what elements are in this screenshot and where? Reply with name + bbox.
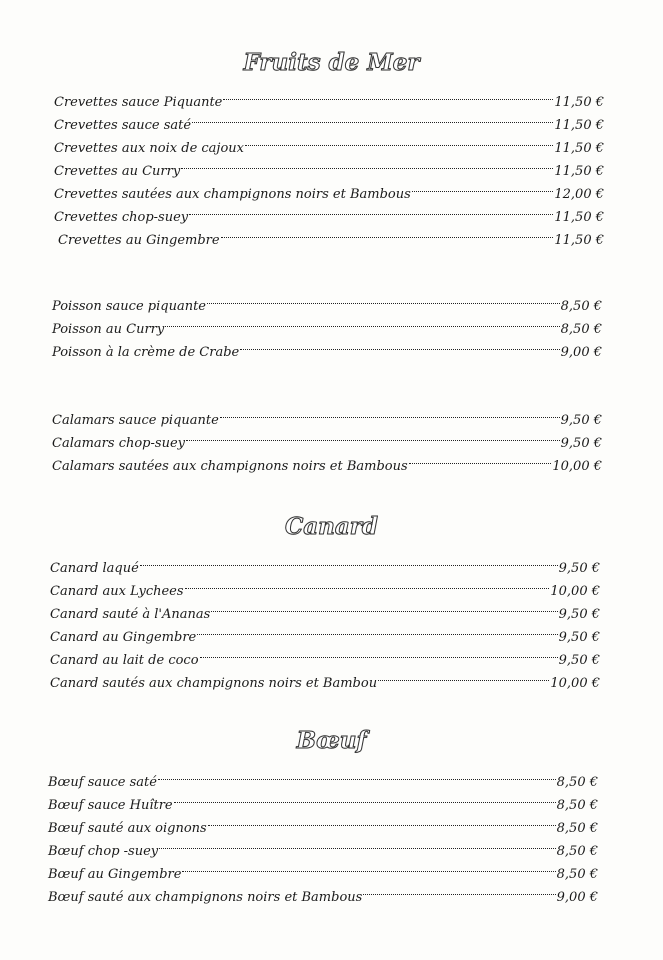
- item-name: Crevettes au Gingembre: [58, 233, 220, 248]
- item-price: 8,50 €: [556, 867, 598, 882]
- item-name: Poisson à la crème de Crabe: [52, 345, 240, 360]
- item-name: Crevettes au Curry: [54, 164, 181, 179]
- item-price: 9,00 €: [556, 890, 598, 905]
- item-price: 11,50 €: [554, 233, 604, 248]
- dot-leader: [192, 99, 553, 123]
- group-poisson: [52, 286, 602, 360]
- item-name: Bœuf sauté aux champignons noirs et Bambous: [48, 890, 363, 905]
- dot-leader: [220, 394, 560, 418]
- item-price: 8,50 €: [556, 844, 598, 859]
- item-name: Crevettes sautées aux champignons noirs et Bambous: [54, 187, 411, 202]
- item-name: Calamars chop-suey: [52, 436, 185, 451]
- item-price: 8,50 €: [560, 299, 602, 314]
- dot-leader: [240, 326, 559, 350]
- item-price: 9,00 €: [560, 345, 602, 360]
- group-canard: [50, 548, 600, 691]
- dot-leader: [363, 871, 555, 895]
- dot-leader: [197, 611, 557, 635]
- item-price: 12,00 €: [554, 187, 604, 202]
- item-price: 11,50 €: [554, 164, 604, 179]
- item-name: Bœuf sauté aux oignons: [48, 821, 207, 836]
- item-name: Calamars sautées aux champignons noirs et Bambous: [52, 459, 408, 474]
- item-price: 10,00 €: [550, 676, 600, 691]
- item-price: 11,50 €: [554, 210, 604, 225]
- dot-leader: [165, 303, 559, 327]
- dot-leader: [223, 76, 553, 100]
- section-title: Canard: [284, 513, 379, 540]
- dot-leader: [140, 542, 558, 566]
- item-price: 9,50 €: [560, 413, 602, 428]
- item-price: 8,50 €: [560, 322, 602, 337]
- item-price: 11,50 €: [554, 141, 604, 156]
- item-name: Poisson sauce piquante: [52, 299, 206, 314]
- dot-leader: [208, 802, 556, 826]
- dot-leader: [409, 440, 552, 464]
- item-name: Canard laqué: [50, 561, 139, 576]
- item-name: Crevettes sauce saté: [54, 118, 192, 133]
- item-name: Poisson au Curry: [52, 322, 165, 337]
- item-name: Canard aux Lychees: [50, 584, 184, 599]
- item-price: 8,50 €: [556, 821, 598, 836]
- section-title: Bœuf: [296, 727, 367, 754]
- item-price: 10,00 €: [550, 584, 600, 599]
- group-calamars: [52, 400, 602, 474]
- item-price: 9,50 €: [560, 436, 602, 451]
- dot-leader: [181, 145, 553, 169]
- item-price: 9,50 €: [558, 653, 600, 668]
- dot-leader: [189, 191, 553, 215]
- item-price: 8,50 €: [556, 775, 598, 790]
- dot-leader: [207, 280, 560, 304]
- group-crevettes: [54, 82, 604, 248]
- dot-leader: [159, 825, 556, 849]
- item-price: 9,50 €: [558, 561, 600, 576]
- dot-leader: [245, 122, 553, 146]
- item-name: Canard au Gingembre: [50, 630, 197, 645]
- item-name: Bœuf sauce Huître: [48, 798, 173, 813]
- dot-leader: [185, 565, 550, 589]
- item-name: Crevettes aux noix de cajoux: [54, 141, 244, 156]
- item-price: 9,50 €: [558, 630, 600, 645]
- dot-leader: [211, 588, 557, 612]
- dot-leader: [186, 417, 560, 441]
- item-name: Canard sauté à l'Ananas: [50, 607, 211, 622]
- item-name: Canard au lait de coco: [50, 653, 199, 668]
- section-canard: [0, 512, 663, 542]
- item-name: Bœuf sauce saté: [48, 775, 157, 790]
- item-name: Bœuf chop -suey: [48, 844, 159, 859]
- item-name: Calamars sauce piquante: [52, 413, 219, 428]
- dot-leader: [158, 756, 556, 780]
- dot-leader: [378, 657, 549, 681]
- item-name: Crevettes chop-suey: [54, 210, 189, 225]
- dot-leader: [412, 168, 554, 192]
- item-name: Bœuf au Gingembre: [48, 867, 182, 882]
- section-title: Fruits de Mer: [243, 49, 420, 76]
- section-fruits-de-mer: [0, 48, 663, 78]
- item-price: 10,00 €: [552, 459, 602, 474]
- item-name: Canard sautés aux champignons noirs et Bambou: [50, 676, 378, 691]
- section-boeuf: [0, 726, 663, 756]
- dot-leader: [182, 848, 555, 872]
- item-price: 11,50 €: [554, 95, 604, 110]
- dot-leader: [200, 634, 558, 658]
- dot-leader: [174, 779, 556, 803]
- item-price: 8,50 €: [556, 798, 598, 813]
- item-name: Crevettes sauce Piquante: [54, 95, 223, 110]
- dot-leader: [221, 214, 554, 238]
- item-price: 11,50 €: [554, 118, 604, 133]
- item-price: 9,50 €: [558, 607, 600, 622]
- group-boeuf: [48, 762, 598, 905]
